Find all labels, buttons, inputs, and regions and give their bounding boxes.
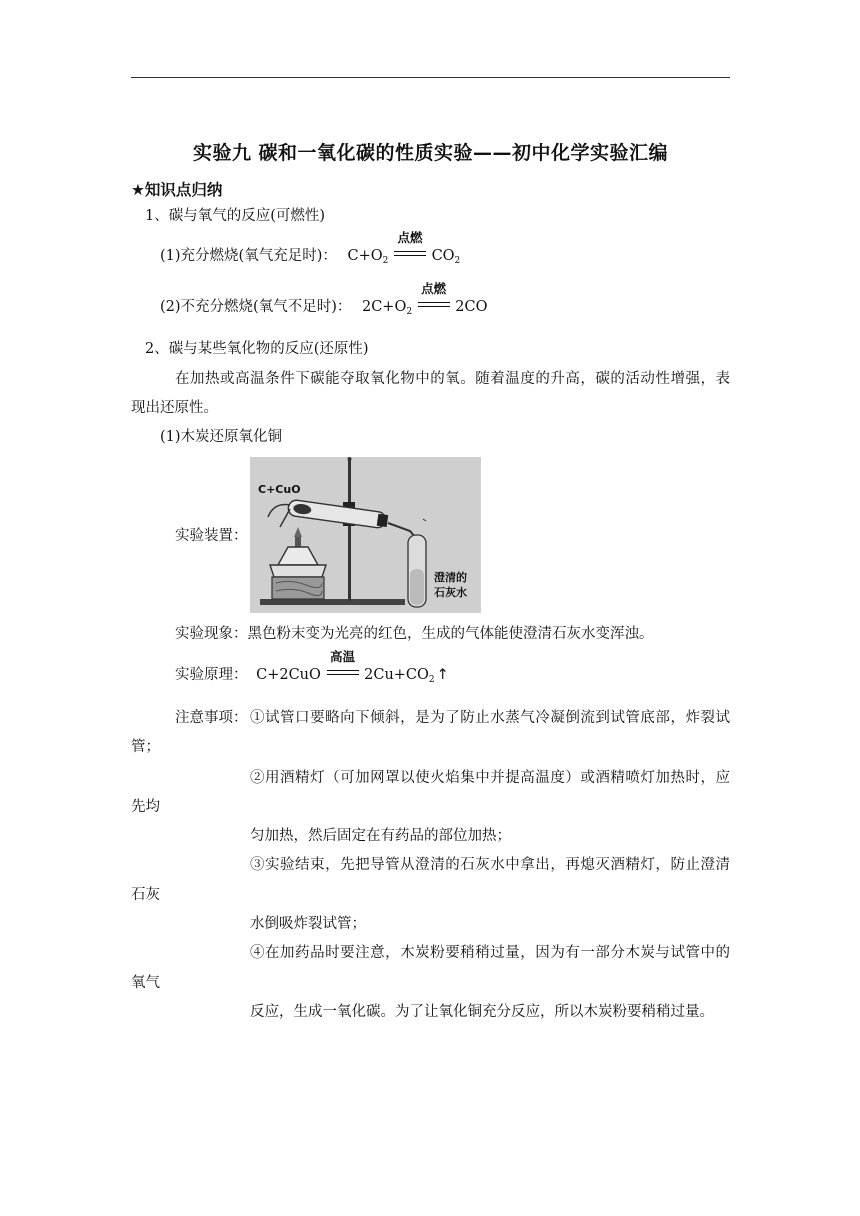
figure-label-reactant: C+CuO — [258, 483, 301, 496]
subscript: 2 — [454, 256, 461, 266]
paragraph-line: 现出还原性。 — [131, 400, 218, 416]
equation-incomplete-combustion — [160, 281, 488, 317]
page-title: 实验九 碳和一氧化碳的性质实验——初中化学实验汇编 — [192, 142, 669, 164]
equation-label: (1)充分燃烧(氧气充足时)： — [160, 248, 337, 264]
stand-base — [260, 599, 405, 605]
section-heading: ★知识点归纳 — [131, 181, 223, 199]
figure-label-limewater-line1: 澄清的 — [434, 571, 467, 584]
reaction-condition — [394, 230, 426, 266]
equation-products: 2CO — [455, 299, 488, 315]
subscript: 2 — [428, 675, 435, 685]
condition-label: 点燃 — [397, 230, 423, 245]
apparatus-diagram — [250, 457, 481, 613]
double-line — [418, 302, 450, 307]
note-3-line2: 石灰 — [131, 887, 160, 903]
note-2-line1: ②用酒精灯（可加网罩以使火焰集中并提高温度）或酒精喷灯加热时，应 — [250, 770, 730, 786]
reaction-condition — [418, 281, 450, 317]
note-4-line1: ④在加药品时要注意，木炭粉要稍稍过量，因为有一部分木炭与试管中的 — [250, 945, 730, 961]
condition-label: 高温 — [330, 649, 356, 664]
equation-reactants: C+O — [347, 248, 383, 264]
equation-products: CO — [431, 248, 455, 264]
note-3-line1: ③实验结束，先把导管从澄清的石灰水中拿出，再熄灭酒精灯，防止澄清 — [250, 857, 730, 873]
note-3-line3: 水倒吸炸裂试管； — [250, 916, 366, 932]
condition-label: 点燃 — [421, 281, 447, 296]
apparatus-label: 实验装置： — [175, 528, 248, 544]
phenomenon-row — [175, 624, 654, 644]
note-2-line3: 匀加热，然后固定在有药品的部位加热； — [250, 828, 511, 844]
alcohol-lamp — [278, 547, 318, 565]
reaction-condition — [327, 649, 359, 685]
equation-products: 2Cu+CO — [364, 667, 429, 683]
double-line — [394, 251, 426, 256]
figure-label-limewater-line2: 石灰水 — [434, 586, 467, 599]
phenomenon-label: 实验现象： — [175, 626, 248, 642]
subscript: 2 — [382, 256, 389, 266]
equation-label: (2)不充分燃烧(氧气不足时)： — [160, 299, 352, 315]
note-4-line2: 氧气 — [131, 975, 160, 991]
subsection-heading: (1)木炭还原氧化铜 — [160, 429, 283, 445]
equation-reactants: C+2CuO — [256, 667, 321, 683]
notes-label: 注意事项： — [175, 710, 248, 726]
apparatus-figure — [250, 457, 481, 613]
note-1-line1: ①试管口要略向下倾斜，是为了防止水蒸气冷凝倒流到试管底部，炸裂试 — [250, 710, 730, 726]
phenomenon-text: 黑色粉末变为光亮的红色，生成的气体能使澄清石灰水变浑浊。 — [247, 626, 654, 642]
section-1-heading: 1、碳与氧气的反应(可燃性) — [145, 208, 326, 224]
paragraph-line: 在加热或高温条件下碳能夺取氧化物中的氧。随着温度的升高，碳的活动性增强，表 — [175, 371, 730, 387]
header-rule — [131, 77, 730, 78]
equation-reactants: 2C+O — [361, 299, 407, 315]
note-4-line3: 反应，生成一氧化碳。为了让氧化铜充分反应，所以木炭粉要稍稍过量。 — [250, 1004, 714, 1020]
principle-row — [175, 649, 449, 685]
note-1-line2: 管； — [131, 739, 160, 755]
section-2-heading: 2、碳与某些氧化物的反应(还原性) — [145, 341, 369, 357]
equation-complete-combustion — [160, 230, 461, 266]
gas-arrow: ↑ — [436, 667, 449, 683]
double-line — [327, 670, 359, 675]
note-2-line2: 先均 — [131, 799, 160, 815]
subscript: 2 — [406, 307, 413, 317]
stand-rod — [348, 459, 351, 601]
principle-label: 实验原理： — [175, 667, 248, 683]
